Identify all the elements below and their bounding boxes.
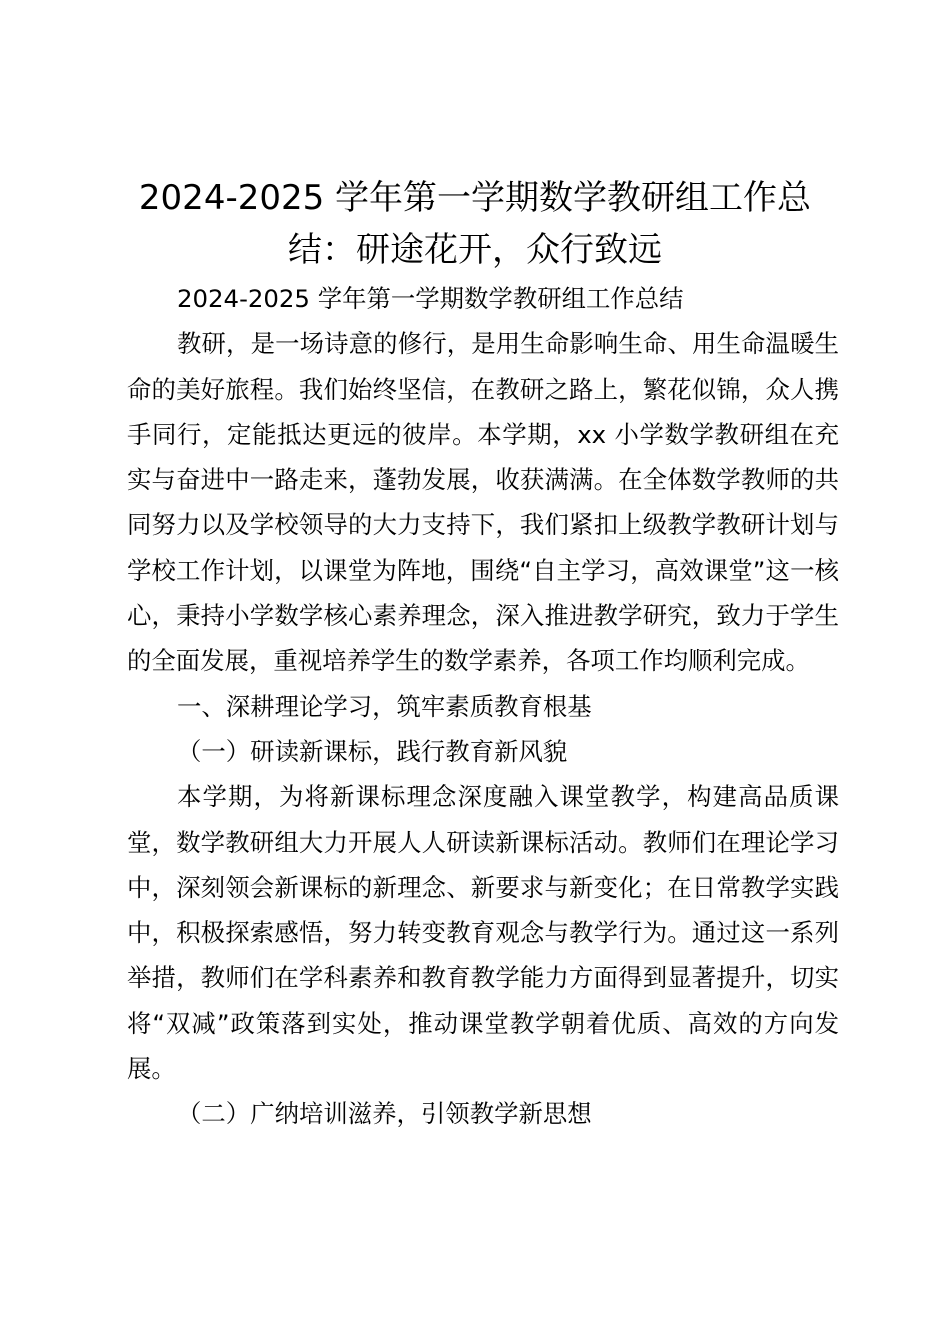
section-heading: 一、深耕理论学习，筑牢素质教育根基 [177, 691, 592, 721]
subsection-heading-2: （二）广纳培训滋养，引领教学新思想 [177, 1099, 592, 1129]
body-paragraph: 本学期，为将新课标理念深度融入课堂教学，构建高品质课堂，数学教研组大力开展人人研读新课标活动。教师们在理论学习中，深刻领会新课标的新理念、新要求与新变化；在日常教学实践中，积极探索感悟，努力转变教育观念与教学行为。通过这一系列举措，教师们在学科素养和教育教学能力方面得到显著提升，切实将“双减”政策落到实处，推动课堂教学朝着优质、高效的方向发展。 [127, 782, 839, 1084]
subsection-heading-1: （一）研读新课标，践行教育新风貌 [177, 736, 568, 766]
subtitle-paragraph: 2024-2025 学年第一学期数学教研组工作总结 [177, 284, 684, 313]
document-body [127, 276, 839, 1137]
intro-paragraph: 教研，是一场诗意的修行，是用生命影响生命、用生命温暖生命的美好旅程。我们始终坚信，在教研之路上，繁花似锦，众人携手同行，定能抵达更远的彼岸。本学期，xx 小学数学教研组在充实与奋进中一路走来，蓬勃发展，收获满满。在全体数学教师的共同努力以及学校领导的大力支持下，我们紧扣上级教学教研计划与学校工作计划，以课堂为阵地，围绕“自主学习，高效课堂”这一核心，秉持小学数学核心素养理念，深入推进教学研究，致力于学生的全面发展，重视培养学生的数学素养，各项工作均顺利完成。 [127, 329, 839, 676]
document-title: 2024-2025 学年第一学期数学教研组工作总结：研途花开，众行致远 [138, 178, 812, 270]
